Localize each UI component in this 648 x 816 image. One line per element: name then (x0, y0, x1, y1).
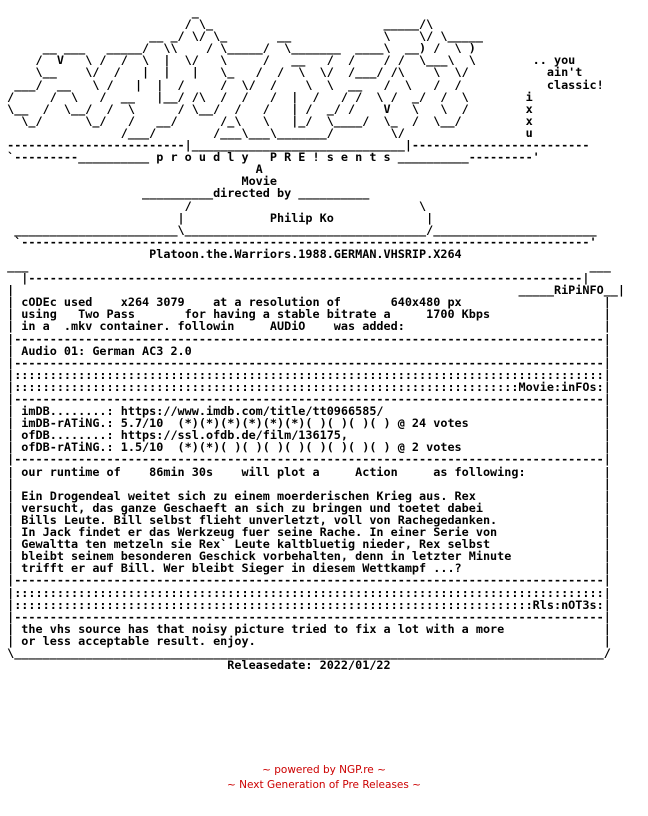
nfo-text: _ / \_ _____/\ __ _/ \/ \_ __ \ \/ \_____ __ ___ _____/ \\ / \_____/ \_______ ____\ __) / \ ) / V \ / / \ | \/ \ / __ / / / / \___\ \ .. you \__ \/ / | | | \_ / / \ \/ /___/ /\ \ \/ ain't ___/ __ \ / | | / / \/ / \ \ __ / \ / / classic! / / \ / __ |__/ /\ / / / | / / / \ / _/ / \ i \__ / \__/ / \ / \__/ / / | / _/ / V \ \ / x \_/ \_/ / __/ /_\ \ |_/ \____/ \_ / \__/ x /___/ /___\___\_______/ \/ u -------------------------|______________________________|------------------------- `---------__________ p r o u d l y P R E ! s e n t s __________---------' A Movie __________directed by __________ / \ | Philip Ko | _______________________\__________________________________/_______________________ `--------------------------------------------------------------------------------' Platoon.the.Warriors.1988.GERMAN.VHSRIP.X264 ___ ___ |------------------------------------------------------------------------------| | _____RiPiNFO__| | cODEc used x264 3079 at a resolution of 640x480 px | | using Two Pass for having a stable bitrate a 1700 Kbps | | in a .mkv container. followin AUDiO was added: | |-----------------------------------------------------------------------------------| | Audio 01: German AC3 2.0 | |-----------------------------------------------------------------------------------| |:::::::::::::::::::::::::::::::::::::::::::::::::::::::::::::::::::::::::::::::::::| |:::::::::::::::::::::::::::::::::::::::::::::::::::::::::::::::::::::::Movie:inFOs:| |-----------------------------------------------------------------------------------| | imDB........: https://www.imdb.com/title/tt0966585/ | | imDB-rATiNG.: 5.7/10 (*)(*)(*)(*)(*)(*)( )( )( )( ) @ 24 votes | | ofDB........: https://ssl.ofdb.de/film/136175, | | ofDB-rATiNG.: 1.5/10 (*)(*)( )( )( )( )( )( )( )( ) @ 2 votes | |-----------------------------------------------------------------------------------| | our runtime of 86min 30s will plot a Action as following: | | | | Ein Drogendeal weitet sich zu einem moerderischen Krieg aus. Rex | | versucht, das ganze Geschaeft an sich zu bringen und toetet dabei | | Bills Leute. Bill selbst flieht unverletzt, voll von Rachegedanken. | | In Jack findet er das Werkzeug fuer seine Rache. In einer Serie von | | Gewaltta ten metzeln sie Rex` Leute kaltbluetig nieder, Rex selbst | | bleibt seinem besonderen Geschick vorbehalten, denn in letzter Minute | | trifft er auf Bill. Wer bleibt Sieger in diesem Wettkampf ...? | |-----------------------------------------------------------------------------------| |:::::::::::::::::::::::::::::::::::::::::::::::::::::::::::::::::::::::::::::::::::| |:::::::::::::::::::::::::::::::::::::::::::::::::::::::::::::::::::::::::Rls:nOT3s:| |-----------------------------------------------------------------------------------| | the vhs source has that noisy picture tried to fix a lot with a more | | or less acceptable result. enjoy. | \___________________________________________________________________________________/ Releasedate: 2022/01/22 (7, 5, 626, 673)
footer-next-generation: ~ Next Generation of Pre Releases ~ (227, 779, 421, 791)
footer-powered-by: ~ powered by NGP.re ~ (262, 764, 386, 776)
